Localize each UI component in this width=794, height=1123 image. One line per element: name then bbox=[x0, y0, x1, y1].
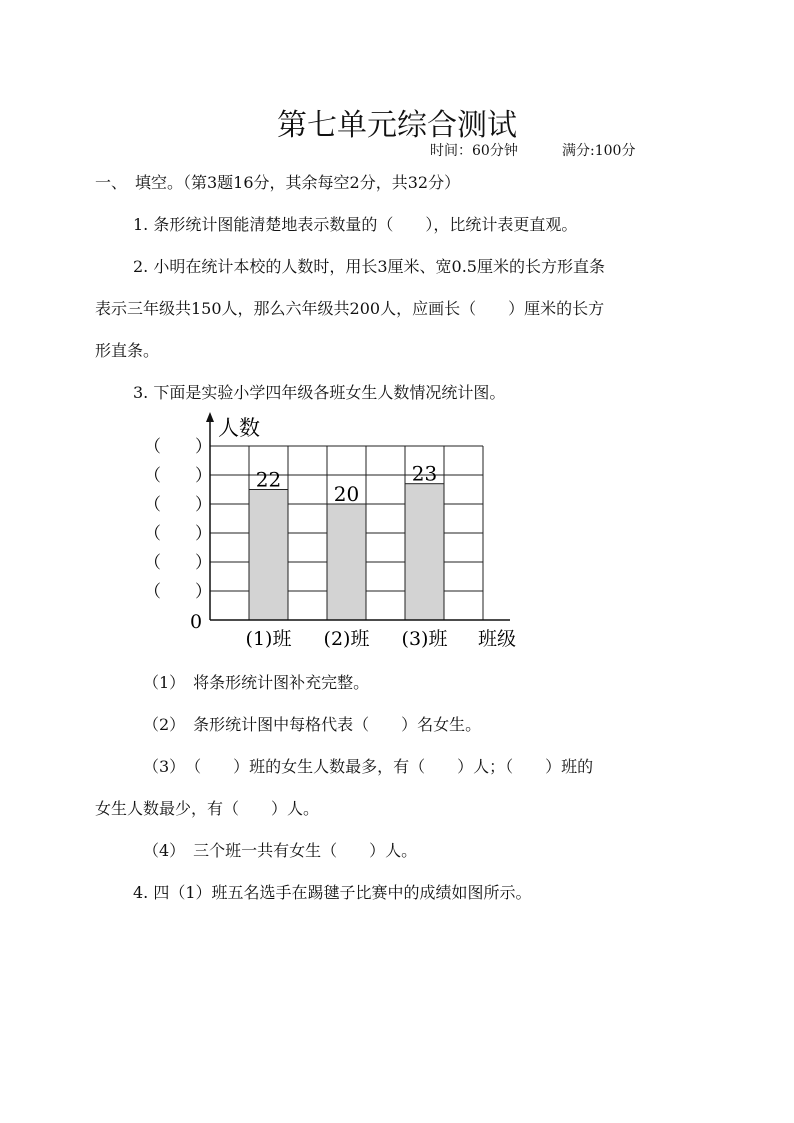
origin-label: 0 bbox=[189, 611, 203, 633]
question-3-part-3-line-1: （3） （ ）班的女生人数最多，有（ ）人；（ ）班的 bbox=[143, 757, 594, 776]
y-tick-label: （ ） bbox=[144, 495, 212, 515]
x-axis-label: 班级 bbox=[477, 628, 517, 650]
x-tick-label: (3)班 bbox=[401, 628, 448, 650]
bar-1 bbox=[249, 490, 288, 621]
question-3-part-2: （2） 条形统计图中每格代表（ ）名女生。 bbox=[143, 715, 482, 734]
full-score: 满分:100分 bbox=[562, 143, 636, 159]
bar-value-label: 22 bbox=[255, 467, 282, 492]
bar-3 bbox=[405, 484, 444, 620]
y-tick-label: （ ） bbox=[144, 466, 212, 486]
y-axis-arrow-icon bbox=[206, 412, 214, 422]
y-axis-label: 人数 bbox=[218, 416, 260, 440]
page-title: 第七单元综合测试 bbox=[277, 108, 517, 143]
question-2-line-2: 表示三年级共150人，那么六年级共200人，应画长（ ）厘米的长方 bbox=[95, 299, 605, 318]
y-tick-label: （ ） bbox=[144, 553, 212, 573]
y-tick-label: （ ） bbox=[144, 524, 212, 544]
bar-chart bbox=[140, 408, 530, 656]
question-2-line-3: 形直条。 bbox=[95, 341, 160, 360]
question-1: 1. 条形统计图能清楚地表示数量的（ ），比统计表更直观。 bbox=[133, 215, 578, 234]
y-tick-label: （ ） bbox=[144, 582, 212, 602]
time-limit: 时间：60分钟 bbox=[430, 143, 518, 159]
section-fill-blank: 一、 填空。（第3题16分，其余每空2分，共32分） bbox=[95, 173, 461, 192]
bar-value-label: 23 bbox=[411, 461, 438, 486]
y-tick-label: （ ） bbox=[144, 437, 212, 457]
question-3-part-1: （1） 将条形统计图补充完整。 bbox=[143, 673, 370, 692]
question-3-part-3-line-2: 女生人数最少，有（ ）人。 bbox=[95, 799, 320, 818]
question-2-line-1: 2. 小明在统计本校的人数时，用长3厘米、宽0.5厘米的长方形直条 bbox=[133, 257, 605, 276]
question-4: 4. 四（1）班五名选手在踢毽子比赛中的成绩如图所示。 bbox=[133, 883, 532, 902]
question-3: 3. 下面是实验小学四年级各班女生人数情况统计图。 bbox=[133, 383, 506, 402]
x-tick-label: (1)班 bbox=[245, 628, 292, 650]
bar-value-label: 20 bbox=[333, 482, 360, 506]
x-tick-label: (2)班 bbox=[323, 628, 370, 650]
bar-2 bbox=[327, 504, 366, 620]
question-3-part-4: （4） 三个班一共有女生（ ）人。 bbox=[143, 841, 418, 860]
